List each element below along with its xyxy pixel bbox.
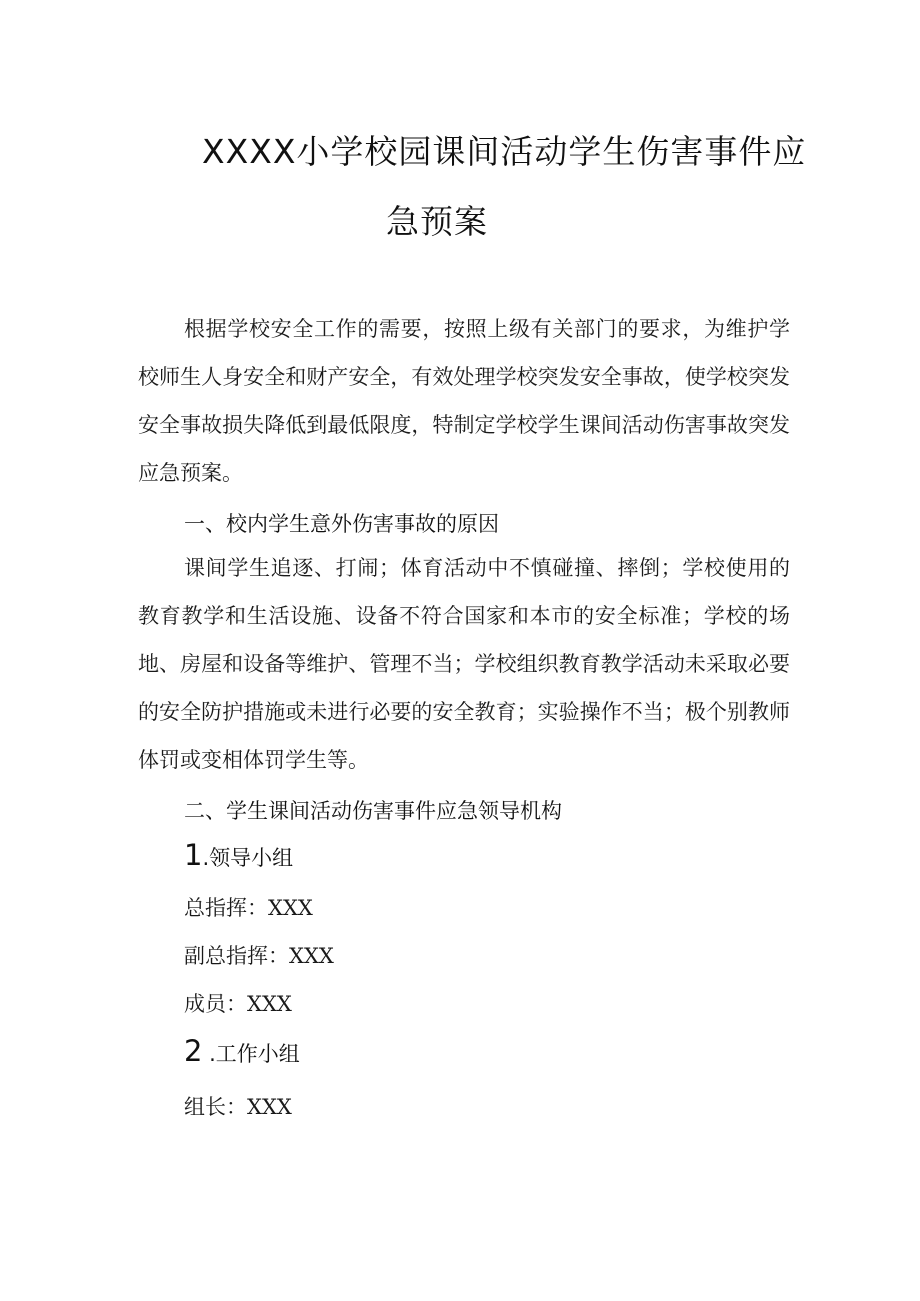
- members-line: 成员：XXX: [184, 992, 292, 1016]
- subsection1-number: 1: [184, 838, 203, 872]
- intro-paragraph: 根据学校安全工作的需要，按照上级有关部门的要求，为维护学校师生人身安全和财产安全，有效处理学校突发安全事故，使学校突发安全事故损失降低到最低限度，特制定学校学生课间活动伤害事故突发应急预案。: [138, 317, 790, 485]
- subsection2-number: 2: [184, 1034, 203, 1068]
- subsection2-label: .工作小组: [202, 1042, 300, 1066]
- document-title-line1: XXXX小学校园课间活动学生伤害事件应: [202, 132, 807, 171]
- subsection2-heading: [184, 1034, 300, 1068]
- section1-heading: 一、校内学生意外伤害事故的原因: [184, 512, 499, 536]
- subsection1-heading: [184, 838, 293, 872]
- group-leader-line: 组长：XXX: [184, 1095, 292, 1119]
- deputy-leader-line: 副总指挥：XXX: [184, 944, 334, 968]
- subsection1-label: .领导小组: [202, 846, 294, 870]
- section2-heading: 二、学生课间活动伤害事件应急领导机构: [184, 799, 562, 823]
- document-title-line2: 急预案: [386, 202, 488, 241]
- section1-paragraph: 课间学生追逐、打闹；体育活动中不慎碰撞、摔倒；学校使用的教育教学和生活设施、设备不符合国家和本市的安全标准；学校的场地、房屋和设备等维护、管理不当；学校组织教育教学活动未采取必要的安全防护措施或未进行必要的安全教育；实验操作不当；极个别教师体罚或变相体罚学生等。: [138, 556, 790, 772]
- leader-line: 总指挥：XXX: [184, 896, 313, 920]
